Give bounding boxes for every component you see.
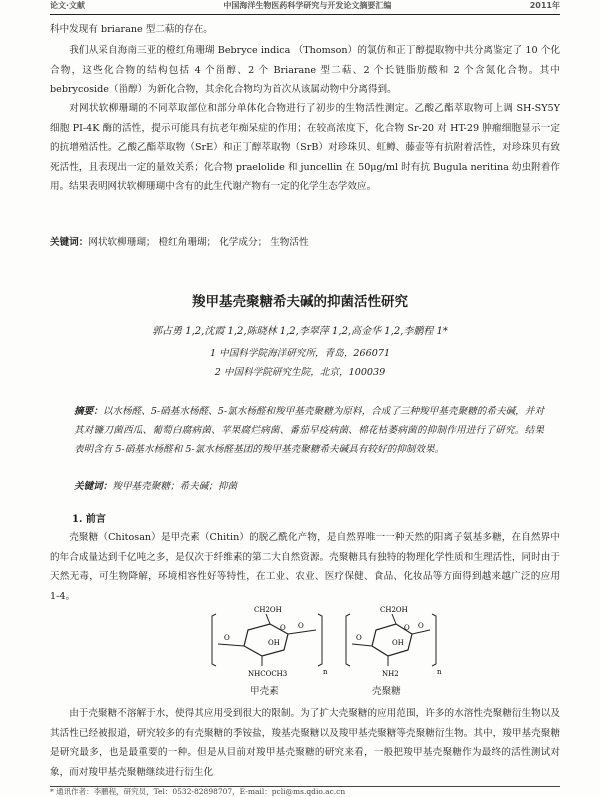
article-keywords-label: 关键词： — [74, 481, 113, 492]
chitin-top-group: CH2OH — [254, 606, 282, 614]
prev-keywords-text: 网状软柳珊瑚； 橙红角珊瑚； 化学成分； 生物活性 — [88, 237, 309, 248]
svg-text:OH: OH — [268, 639, 280, 647]
article-authors: 郭占勇 1,2,沈霞 1,2,陈晓林 1,2,李翠萍 1,2,高金华 1,2,李鹏程 1* — [152, 326, 448, 337]
chitin-n-label: n — [323, 668, 328, 676]
abstract-label: 摘要： — [74, 406, 103, 417]
abstract-text: 以水杨醛、5-硝基水杨醛、5-氯水杨醛和羧甲基壳聚糖为原料，合成了三种羧甲基壳聚糖的希夫碱，并对其对镰刀菌西瓜、葡萄白腐病菌、苹果腐烂病菌、番茄早疫病菌、棉花枯萎病菌的抑制作用进行了研究。结果表明含有 5-硝基水杨醛和 5-氯水杨醛基团的羧甲基壳聚糖希夫碱具有较好的抑制效果。 — [74, 406, 544, 455]
chitosan-n-label: n — [437, 668, 442, 676]
svg-text:O: O — [280, 624, 286, 632]
chitosan-bottom-group: NH2 — [382, 670, 399, 678]
chitosan-structure — [342, 604, 442, 680]
chitin-structure — [208, 604, 328, 680]
corresponding-author-footnote: * 通讯作者：李鹏程，研究员，Tel：0532-82898707，E-mail：pcli@ms.qdio.ac.cn — [50, 786, 560, 797]
prev-keywords-label: 关键词： — [50, 237, 89, 248]
svg-text:O: O — [224, 634, 230, 642]
section-heading-intro: 1. 前言 — [72, 514, 106, 525]
chitosan-label: 壳聚糖 — [372, 686, 401, 697]
header-right: 2011年 — [529, 1, 560, 10]
header-left: 论文·文献 — [50, 1, 86, 10]
affiliation-1: 1 中国科学院海洋研究所，青岛，266071 — [209, 348, 391, 359]
prev-keywords — [50, 233, 560, 252]
header-center: 中国海洋生物医药科学研究与开发论文摘要汇编 — [223, 1, 392, 10]
svg-text:O: O — [418, 622, 424, 630]
article-keywords — [74, 477, 544, 496]
abstract — [74, 402, 544, 459]
prev-paragraph-3: 对网状软柳珊瑚的不同萃取部位和部分单体化合物进行了初步的生物活性测定。乙酸乙酯萃取物可上调 SH-SY5Y 细胞 PI-4K 酶的活性，提示可能具有抗老年痴呆症的作用；在较高浓度下，化合物 Sr-20 对 HT-29 肿瘤细胞显示一定的抗增殖活性。乙酸乙酯萃取物（SrE）和正丁醇萃取物（SrB）对珍珠贝、虹鳟、藤壶等有抗附着活性，对珍珠贝有致死活性，且表现出一定的量效关系；化合物 praelolide 和 juncellin 在 50μg/ml 时有抗 Bugula neritina 幼虫附着作用。结果表明网状软柳珊瑚中含有的此生代谢产物有一定的化学生态学效应。 — [50, 103, 560, 192]
intro-paragraph-2: 由于壳聚糖不溶解于水，使得其应用受到很大的限制。为了扩大壳聚糖的应用范围，许多的水溶性壳聚糖衍生物以及其活性已经被报道，研究较多的有壳聚糖的季铵盐，羧基壳聚糖以及羧甲基壳聚糖等壳聚糖衍生物。其中，羧甲基壳聚糖是研究最多，也是最重要的一种。但是从目前对羧甲基壳聚糖的研究来看，一般把羧甲基壳聚糖作为最终的活性测试对象，而对羧甲基壳聚糖继续进行衍生化 — [50, 708, 560, 778]
svg-text:O: O — [404, 624, 410, 632]
article-keywords-text: 羧甲基壳聚糖；希夫碱；抑菌 — [112, 481, 238, 492]
affiliation-2: 2 中国科学院研究生院，北京，100039 — [214, 367, 386, 378]
intro-paragraph-1: 壳聚糖（Chitosan）是甲壳素（Chitin）的脱乙酰化产物，是自然界唯一一种天然的阳离子氨基多糖，在自然界中的年合成量达到千亿吨之多，是仅次于纤维素的第二大自然资源。壳聚糖具有独特的物理化学性质和生理活性，同时由于天然无毒，可生物降解，环境相容性好等特性，在工业、农业、医疗保健、食品、化妆品等方面得到越来越广泛的应用 1-4。 — [50, 532, 560, 602]
prev-paragraph-1: 科中发现有 briarane 型二萜的存在。 — [50, 24, 213, 35]
svg-text:OH: OH — [392, 639, 404, 647]
svg-text:O: O — [298, 622, 304, 630]
prev-paragraph-2: 我们从采自海南三亚的橙红角珊瑚 Bebryce indica （Thomson）的氯仿和正丁醇提取物中共分离鉴定了 10 个化合物，这些化合物的结构包括 4 个甾醇、2 个 Briarane 型二萜、2 个长链脂肪酸和 2 个含氮化合物。其中 bebrycoside（甾醇）为新化合物，其余化合物均为首次从该属动物中分离得到。 — [50, 45, 560, 95]
chitosan-top-group: CH2OH — [380, 606, 408, 614]
article-title: 羧甲基壳聚糖希夫碱的抑菌活性研究 — [192, 294, 408, 310]
svg-text:O: O — [356, 634, 362, 642]
chitin-label: 甲壳素 — [250, 686, 279, 697]
running-header — [50, 0, 560, 15]
chitin-bottom-group: NHCOCH3 — [248, 670, 288, 678]
